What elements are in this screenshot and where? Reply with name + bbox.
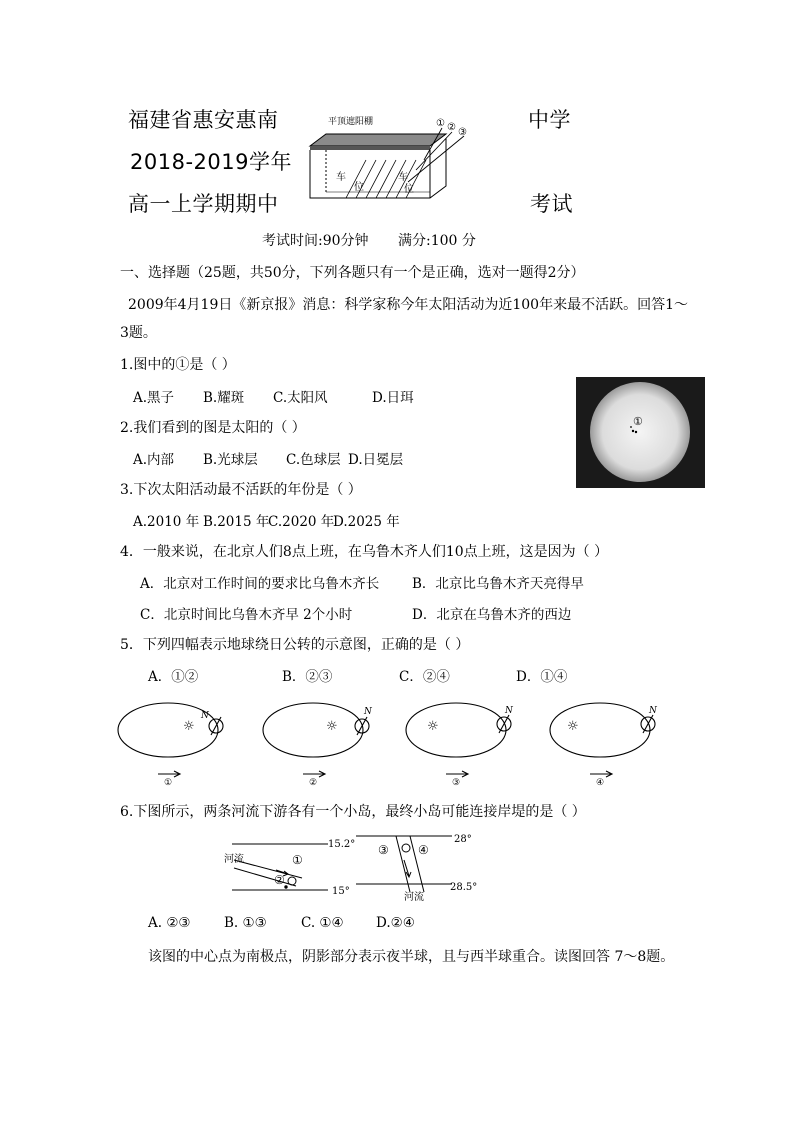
q1-option-b[interactable]: B.耀斑 [203, 390, 245, 406]
parking-label-2b: 位 [404, 184, 414, 195]
pole-label-1: N [201, 711, 209, 721]
parking-label-2: 车 [398, 172, 408, 183]
exam-term-left: 高一上学期期中 [128, 192, 279, 216]
sun-icon: ☼ [183, 719, 195, 734]
left-lat-top: 15.2° [328, 839, 356, 850]
q6-stem: 6.下图所示，两条河流下游各有一个小岛，最终小岛可能连接岸堤的是（ ） [120, 804, 586, 820]
q4-option-c[interactable]: C．北京时间比乌鲁木齐早 2个小时 [140, 607, 353, 623]
passage-2: 该图的中心点为南极点，阴影部分表示夜半球，且与西半球重合。读图回答 7～8题。 [148, 949, 675, 965]
sunspot-marker: ① [633, 415, 643, 428]
q6-option-d[interactable]: D.②④ [376, 915, 415, 931]
left-lat-bottom: 15° [332, 886, 350, 897]
q1-option-c[interactable]: C.太阳风 [273, 390, 328, 406]
exam-time: 考试时间:90分钟 [262, 233, 369, 249]
q6-option-b[interactable]: B. ①③ [224, 915, 267, 931]
right-lat-top: 28° [454, 834, 472, 845]
school-name-left: 福建省惠安惠南 [128, 108, 279, 132]
school-year: 2018-2019学年 [130, 150, 292, 174]
passage-1-line-2: 3题。 [120, 325, 157, 341]
q2-option-a[interactable]: A.内部 [133, 452, 175, 468]
q1-stem: 1.图中的①是（ ） [120, 357, 236, 373]
right-mark-4: ④ [418, 843, 429, 857]
orbit-diagrams [112, 692, 672, 792]
pole-label-3: N [505, 706, 513, 716]
parking-label-1: 车 [336, 172, 346, 183]
orbit-caption-3: ③ [452, 778, 461, 788]
sun-icon: ☼ [567, 719, 579, 734]
ray-label-2: ② [447, 122, 456, 133]
q4-stem: 4．一般来说，在北京人们8点上班，在乌鲁木齐人们10点上班，这是因为（ ） [120, 544, 609, 560]
q5-option-b[interactable]: B．②③ [282, 669, 333, 685]
sun-icon: ☼ [427, 719, 439, 734]
orbit-caption-2: ② [309, 778, 318, 788]
q3-option-a[interactable]: A.2010 年 [133, 514, 200, 530]
orbit-caption-1: ① [164, 778, 173, 788]
left-river-label: 河流 [224, 854, 244, 865]
sun-icon: ☼ [326, 719, 338, 734]
right-river-label: 河流 [404, 892, 424, 903]
exam-score: 满分:100 分 [398, 233, 476, 249]
ray-label-1: ① [436, 118, 445, 129]
river-figures [220, 832, 490, 904]
q4-option-d[interactable]: D．北京在乌鲁木齐的西边 [412, 607, 572, 623]
shade-label: 平顶遮阳棚 [328, 117, 374, 127]
sun-photo [576, 377, 705, 488]
right-mark-3: ③ [378, 843, 389, 857]
q5-option-a[interactable]: A．①② [148, 669, 199, 685]
pole-label-4: N [649, 706, 657, 716]
school-name-right: 中学 [528, 108, 571, 132]
shade-parking-figure [296, 108, 486, 208]
exam-term-right: 考试 [530, 192, 573, 216]
passage-1-line-1: 2009年4月19日《新京报》消息：科学家称今年太阳活动为近100年来最不活跃。回答1～ [128, 297, 688, 313]
orbit-caption-4: ④ [596, 778, 605, 788]
q1-option-a[interactable]: A.黑子 [133, 390, 175, 406]
q3-option-c[interactable]: C.2020 年 [268, 514, 335, 530]
left-mark-1: ① [292, 853, 303, 867]
q2-option-b[interactable]: B.光球层 [203, 452, 258, 468]
q3-stem: 3.下次太阳活动最不活跃的年份是（ ） [120, 482, 362, 498]
q2-option-c[interactable]: C.色球层 [286, 452, 341, 468]
section-heading: 一、选择题（25题，共50分，下列各题只有一个是正确，选对一题得2分） [120, 265, 585, 281]
q1-option-d[interactable]: D.日珥 [372, 390, 414, 406]
parking-label-1b: 位 [354, 182, 364, 193]
left-mark-2: ② [274, 873, 285, 887]
q2-option-d[interactable]: D.日冕层 [348, 452, 404, 468]
q5-option-c[interactable]: C．②④ [399, 669, 450, 685]
q6-option-c[interactable]: C. ①④ [301, 915, 344, 931]
ray-label-3: ③ [458, 127, 467, 138]
q3-option-d[interactable]: D.2025 年 [333, 514, 400, 530]
q5-option-d[interactable]: D．①④ [516, 669, 568, 685]
q5-stem: 5．下列四幅表示地球绕日公转的示意图，正确的是（ ） [120, 637, 470, 653]
q4-option-b[interactable]: B．北京比乌鲁木齐天亮得早 [412, 576, 584, 592]
q2-stem: 2.我们看到的图是太阳的（ ） [120, 420, 306, 436]
pole-label-2: N [364, 707, 372, 717]
q6-option-a[interactable]: A. ②③ [148, 915, 191, 931]
right-lat-bottom: 28.5° [450, 882, 478, 893]
q3-option-b[interactable]: B.2015 年 [203, 514, 270, 530]
q4-option-a[interactable]: A．北京对工作时间的要求比乌鲁木齐长 [140, 576, 380, 592]
